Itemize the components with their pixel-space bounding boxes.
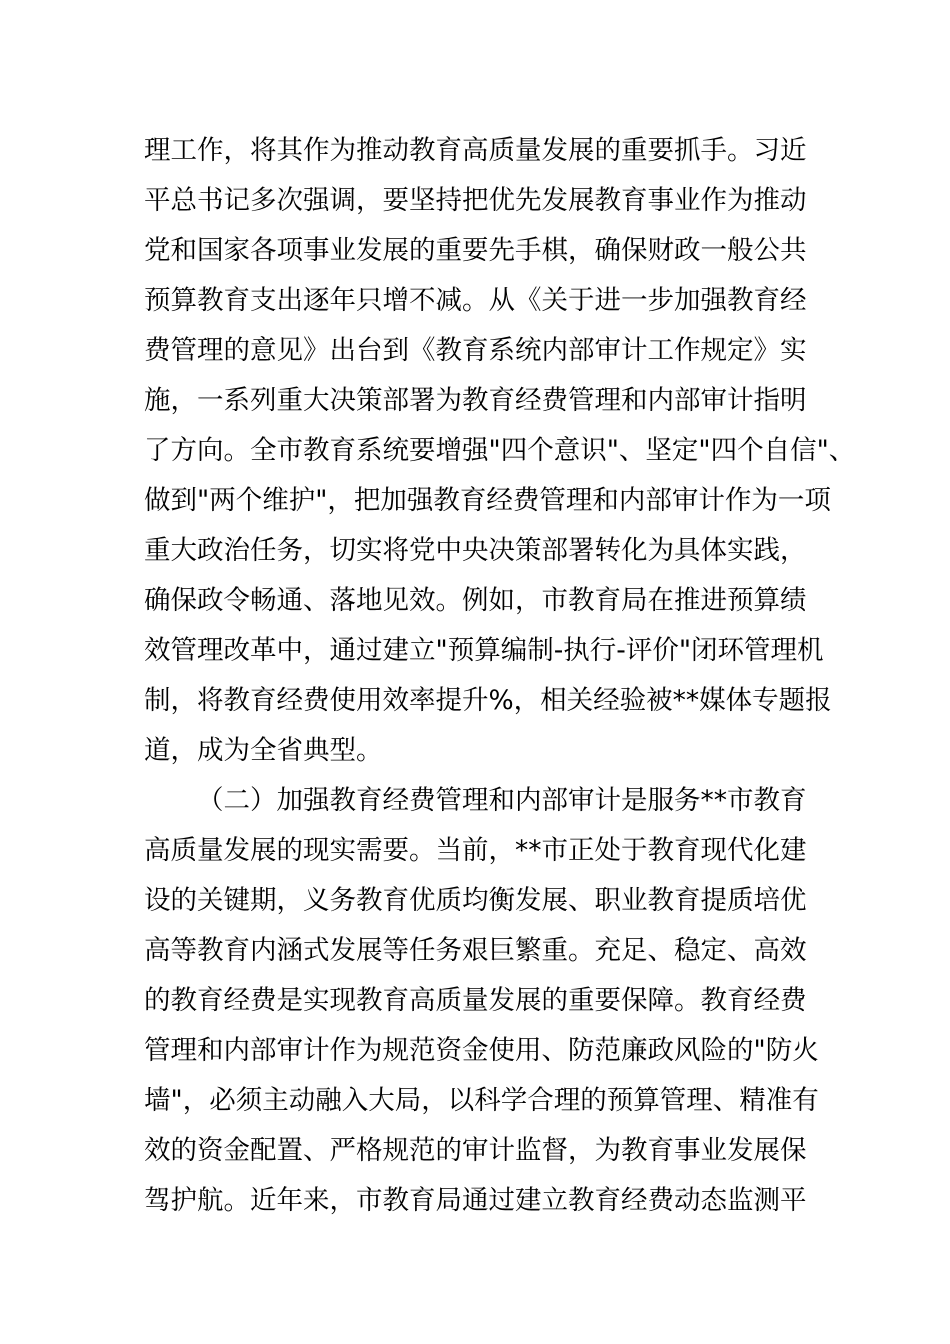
text-line: 设的关键期，义务教育优质均衡发展、职业教育提质培优	[144, 885, 807, 916]
text-line: 费管理的意见》出台到《教育系统内部审计工作规定》实	[144, 335, 807, 366]
text-line: 效的资金配置、严格规范的审计监督，为教育事业发展保	[144, 1135, 807, 1166]
text-line: 墙"，必须主动融入大局，以科学合理的预算管理、精准有	[144, 1085, 819, 1116]
text-line: 高等教育内涵式发展等任务艰巨繁重。充足、稳定、高效	[144, 935, 807, 966]
text-line: 预算教育支出逐年只增不减。从《关于进一步加强教育经	[144, 285, 807, 316]
text-line: 施，一系列重大决策部署为教育经费管理和内部审计指明	[144, 385, 807, 416]
text-line: 重大政治任务，切实将党中央决策部署转化为具体实践，	[144, 535, 807, 566]
document-body	[144, 126, 856, 1226]
text-line: 确保政令畅通、落地见效。例如，市教育局在推进预算绩	[144, 585, 807, 616]
text-line: 效管理改革中，通过建立"预算编制-执行-评价"闭环管理机	[144, 635, 824, 666]
text-line: 高质量发展的现实需要。当前，**市正处于教育现代化建	[144, 835, 807, 866]
section-heading-line: （二）加强教育经费管理和内部审计是服务**市教育	[197, 785, 807, 816]
text-line: 道，成为全省典型。	[144, 735, 383, 766]
text-line: 党和国家各项事业发展的重要先手棋，确保财政一般公共	[144, 235, 807, 266]
text-line: 的教育经费是实现教育高质量发展的重要保障。教育经费	[144, 985, 807, 1016]
text-line: 驾护航。近年来，市教育局通过建立教育经费动态监测平	[144, 1185, 807, 1216]
text-line: 理工作，将其作为推动教育高质量发展的重要抓手。习近	[144, 135, 807, 166]
text-line: 做到"两个维护"，把加强教育经费管理和内部审计作为一项	[144, 485, 831, 516]
text-line: 制，将教育经费使用效率提升%，相关经验被**媒体专题报	[144, 685, 832, 716]
text-line: 管理和内部审计作为规范资金使用、防范廉政风险的"防火	[144, 1035, 819, 1066]
text-line: 了方向。全市教育系统要增强"四个意识"、坚定"四个自信"、	[144, 435, 856, 466]
text-line: 平总书记多次强调，要坚持把优先发展教育事业作为推动	[144, 185, 807, 216]
